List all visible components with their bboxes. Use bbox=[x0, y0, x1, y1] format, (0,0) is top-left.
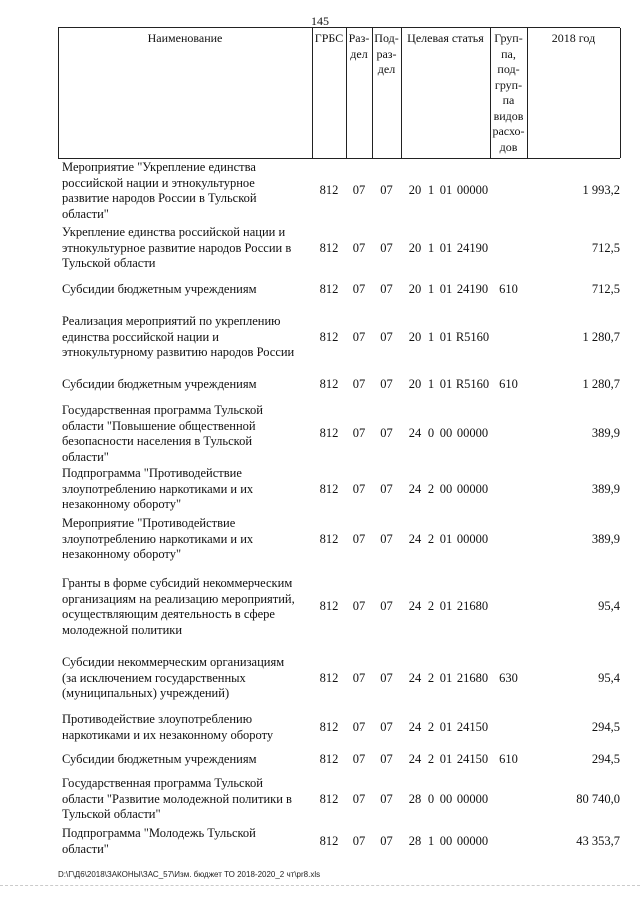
cell-t1: 20 bbox=[408, 183, 422, 197]
cell-rz: 07 bbox=[352, 532, 366, 546]
table-row bbox=[58, 314, 620, 361]
cell-vr: 630 bbox=[499, 671, 518, 685]
cell-rz: 07 bbox=[352, 482, 366, 496]
cell-t4: 21680 bbox=[456, 599, 489, 613]
cell-vr: 610 bbox=[499, 752, 518, 766]
row-name: Субсидии некоммерческим организациям (за исключением государственных (муниципальных) учреждений) bbox=[62, 655, 285, 700]
row-name: Мероприятие "Укрепление единства российской нации и этнокультурное развитие народов России в Тульской области" bbox=[62, 160, 257, 221]
cell-amount: 389,9 bbox=[591, 426, 620, 440]
cell-grbs: 812 bbox=[319, 426, 339, 440]
row-name: Реализация мероприятий по укреплению единства российской нации и этнокультурному развитию народов России bbox=[62, 314, 295, 359]
cell-t1: 24 bbox=[408, 482, 422, 496]
cell-grbs: 812 bbox=[319, 482, 339, 496]
cell-t2: 2 bbox=[427, 720, 435, 734]
table-row bbox=[58, 403, 620, 465]
cell-rz: 07 bbox=[352, 752, 366, 766]
cell-t2: 2 bbox=[427, 532, 435, 546]
cell-amount: 294,5 bbox=[591, 752, 620, 766]
cell-t2: 2 bbox=[427, 599, 435, 613]
cell-t1: 20 bbox=[408, 377, 422, 391]
cell-t1: 20 bbox=[408, 282, 422, 296]
cell-pr: 07 bbox=[380, 482, 393, 496]
table-row bbox=[58, 377, 620, 393]
cell-pr: 07 bbox=[380, 282, 393, 296]
cell-t4: 00000 bbox=[456, 834, 489, 848]
cell-rz: 07 bbox=[352, 377, 366, 391]
cell-t1: 24 bbox=[408, 671, 422, 685]
cell-t4: 24150 bbox=[456, 752, 489, 766]
cell-pr: 07 bbox=[380, 834, 393, 848]
row-name: Подпрограмма "Молодежь Тульской области" bbox=[62, 826, 256, 856]
row-name: Субсидии бюджетным учреждениям bbox=[62, 282, 257, 296]
cell-grbs: 812 bbox=[319, 752, 339, 766]
cell-t3: 01 bbox=[439, 282, 453, 296]
row-name: Субсидии бюджетным учреждениям bbox=[62, 377, 257, 391]
cell-amount: 389,9 bbox=[591, 482, 620, 496]
cell-grbs: 812 bbox=[319, 720, 339, 734]
cell-t1: 24 bbox=[408, 599, 422, 613]
cell-grbs: 812 bbox=[319, 282, 339, 296]
row-name: Субсидии бюджетным учреждениям bbox=[62, 752, 257, 766]
cell-t4: R5160 bbox=[455, 330, 490, 344]
cell-rz: 07 bbox=[352, 241, 366, 255]
cell-grbs: 812 bbox=[319, 599, 339, 613]
cell-t3: 01 bbox=[439, 377, 453, 391]
row-name: Государственная программа Тульской области "Повышение общественной безопасности населения в Тульской области" bbox=[62, 403, 263, 464]
row-name: Мероприятие "Противодействие злоупотреблению наркотиками и их незаконному обороту" bbox=[62, 516, 254, 561]
cell-pr: 07 bbox=[380, 752, 393, 766]
cell-t2: 1 bbox=[427, 834, 435, 848]
header-grbs: ГРБС bbox=[314, 31, 344, 45]
cell-t2: 2 bbox=[427, 752, 435, 766]
cell-t1: 24 bbox=[408, 426, 422, 440]
cell-t3: 00 bbox=[439, 426, 453, 440]
cell-t3: 00 bbox=[439, 834, 453, 848]
table-row bbox=[58, 160, 620, 222]
cell-pr: 07 bbox=[380, 183, 393, 197]
cell-vr: 610 bbox=[499, 377, 518, 391]
table-row bbox=[58, 282, 620, 298]
cell-amount: 1 280,7 bbox=[582, 377, 620, 391]
cell-t4: R5160 bbox=[455, 377, 490, 391]
cell-grbs: 812 bbox=[319, 834, 339, 848]
cell-rz: 07 bbox=[352, 330, 366, 344]
cell-t1: 24 bbox=[408, 752, 422, 766]
cell-amount: 43 353,7 bbox=[576, 834, 620, 848]
table-row bbox=[58, 466, 620, 513]
cell-t3: 00 bbox=[439, 482, 453, 496]
table-row bbox=[58, 225, 620, 272]
file-path-footer: D:\Г\Д6\2018\ЗАКОНЫ\ЗАС_57\Изм. бюджет ТО 2018-2020_2 чт\pr8.xls bbox=[58, 870, 321, 879]
cell-amount: 1 280,7 bbox=[582, 330, 620, 344]
table-header bbox=[58, 27, 620, 159]
cell-pr: 07 bbox=[380, 720, 393, 734]
header-target: Целевая статья bbox=[407, 31, 484, 45]
cell-amount: 1 993,2 bbox=[582, 183, 620, 197]
cell-grbs: 812 bbox=[319, 671, 339, 685]
cell-vr: 610 bbox=[499, 282, 518, 296]
table-row bbox=[58, 826, 620, 857]
cell-t3: 00 bbox=[439, 792, 453, 806]
cell-t4: 24150 bbox=[456, 720, 489, 734]
row-name: Противодействие злоупотреблению наркотиками и их незаконному обороту bbox=[62, 712, 274, 742]
cell-t2: 0 bbox=[427, 426, 435, 440]
cell-t1: 24 bbox=[408, 720, 422, 734]
cell-pr: 07 bbox=[380, 671, 393, 685]
row-name: Государственная программа Тульской области "Развитие молодежной политики в Тульской области" bbox=[62, 776, 292, 821]
cell-t4: 00000 bbox=[456, 183, 489, 197]
footer-divider bbox=[0, 885, 640, 886]
table-row bbox=[58, 655, 620, 702]
cell-rz: 07 bbox=[352, 282, 366, 296]
row-name: Гранты в форме субсидий некоммерческим организациям на реализацию мероприятий, осуществляющим деятельность в сфере молодежной политики bbox=[62, 576, 295, 637]
cell-t1: 24 bbox=[408, 532, 422, 546]
cell-pr: 07 bbox=[380, 241, 393, 255]
cell-grbs: 812 bbox=[319, 532, 339, 546]
row-name: Укрепление единства российской нации и этнокультурное развитие народов России в Тульской области bbox=[62, 225, 292, 270]
cell-rz: 07 bbox=[352, 834, 366, 848]
cell-t2: 1 bbox=[427, 377, 435, 391]
cell-grbs: 812 bbox=[319, 241, 339, 255]
header-razdel: Раз- дел bbox=[348, 31, 370, 61]
row-name: Подпрограмма "Противодействие злоупотреблению наркотиками и их незаконному обороту" bbox=[62, 466, 254, 511]
header-podrazdel: Под- раз- дел bbox=[374, 31, 399, 76]
cell-amount: 80 740,0 bbox=[576, 792, 620, 806]
cell-t3: 01 bbox=[439, 241, 453, 255]
cell-t2: 1 bbox=[427, 241, 435, 255]
cell-grbs: 812 bbox=[319, 792, 339, 806]
cell-amount: 294,5 bbox=[591, 720, 620, 734]
cell-pr: 07 bbox=[380, 599, 393, 613]
cell-amount: 95,4 bbox=[598, 671, 620, 685]
cell-t2: 2 bbox=[427, 671, 435, 685]
cell-amount: 95,4 bbox=[598, 599, 620, 613]
cell-rz: 07 bbox=[352, 671, 366, 685]
table-row bbox=[58, 712, 620, 743]
cell-rz: 07 bbox=[352, 426, 366, 440]
cell-t4: 21680 bbox=[456, 671, 489, 685]
cell-t2: 2 bbox=[427, 482, 435, 496]
cell-pr: 07 bbox=[380, 377, 393, 391]
page-number: 145 bbox=[311, 14, 329, 28]
cell-t3: 01 bbox=[439, 671, 453, 685]
cell-rz: 07 bbox=[352, 599, 366, 613]
cell-pr: 07 bbox=[380, 532, 393, 546]
cell-grbs: 812 bbox=[319, 183, 339, 197]
cell-rz: 07 bbox=[352, 792, 366, 806]
cell-amount: 389,9 bbox=[591, 532, 620, 546]
cell-grbs: 812 bbox=[319, 377, 339, 391]
cell-t1: 20 bbox=[408, 241, 422, 255]
cell-t3: 01 bbox=[439, 330, 453, 344]
cell-t2: 0 bbox=[427, 792, 435, 806]
cell-t3: 01 bbox=[439, 532, 453, 546]
header-group: Груп- па, под- груп- па видов расхо- дов bbox=[492, 31, 525, 154]
cell-t1: 28 bbox=[408, 834, 422, 848]
table-row bbox=[58, 752, 620, 768]
cell-t4: 00000 bbox=[456, 482, 489, 496]
cell-t2: 1 bbox=[427, 330, 435, 344]
cell-t4: 24190 bbox=[456, 241, 489, 255]
cell-t4: 24190 bbox=[456, 282, 489, 296]
cell-pr: 07 bbox=[380, 330, 393, 344]
cell-t2: 1 bbox=[427, 183, 435, 197]
cell-t1: 20 bbox=[408, 330, 422, 344]
cell-t4: 00000 bbox=[456, 532, 489, 546]
table-row bbox=[58, 776, 620, 823]
cell-t3: 01 bbox=[439, 720, 453, 734]
cell-amount: 712,5 bbox=[591, 241, 620, 255]
cell-t4: 00000 bbox=[456, 426, 489, 440]
table-row bbox=[58, 516, 620, 563]
cell-t3: 01 bbox=[439, 599, 453, 613]
cell-t2: 1 bbox=[427, 282, 435, 296]
cell-rz: 07 bbox=[352, 183, 366, 197]
cell-t4: 00000 bbox=[456, 792, 489, 806]
cell-amount: 712,5 bbox=[591, 282, 620, 296]
cell-t3: 01 bbox=[439, 183, 453, 197]
cell-t3: 01 bbox=[439, 752, 453, 766]
cell-t1: 28 bbox=[408, 792, 422, 806]
header-year: 2018 год bbox=[551, 31, 596, 45]
cell-pr: 07 bbox=[380, 426, 393, 440]
cell-rz: 07 bbox=[352, 720, 366, 734]
header-name: Наименование bbox=[147, 31, 223, 45]
cell-grbs: 812 bbox=[319, 330, 339, 344]
cell-pr: 07 bbox=[380, 792, 393, 806]
table-row bbox=[58, 576, 620, 638]
